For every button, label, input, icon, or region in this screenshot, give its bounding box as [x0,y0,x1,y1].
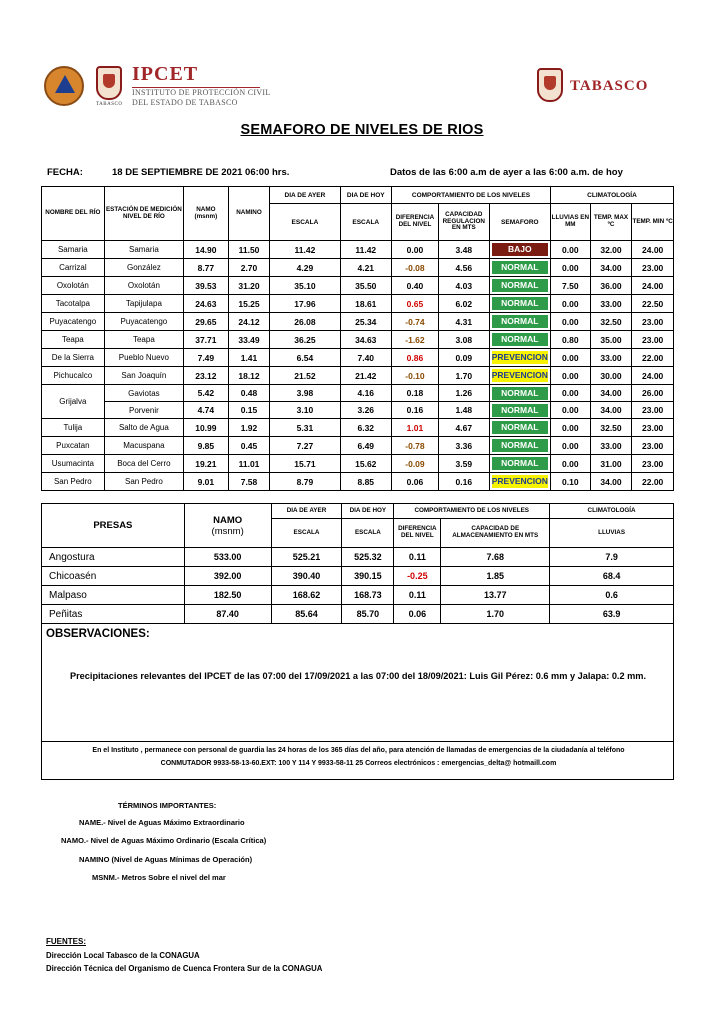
semaforo-badge: PREVENCION [491,352,548,362]
dam-escala-hoy-value: 85.70 [342,605,394,624]
namo-value: 39.53 [184,277,229,295]
namino-value: 1.92 [228,419,270,437]
river-row [42,455,674,473]
semaforo-badge: NORMAL [492,421,548,434]
diferencia-value: -1.62 [392,331,439,349]
dam-name: Malpaso [42,586,185,605]
diferencia-value: 0.65 [392,295,439,313]
lluvias-value: 0.80 [550,331,590,349]
capacidad-value: 3.36 [438,437,489,455]
observations-text: Precipitaciones relevantes del IPCET de las 07:00 del 17/09/2021 a las 07:00 del 18/09/2021: Luis Gil Pérez: 0.6 mm y Jalapa: 0.2 mm. [69,671,647,681]
header-estacion: ESTACIÓN DE MEDICIÓN NIVEL DE RÍO [104,187,183,241]
escala-ayer-value: 26.08 [270,313,340,331]
escala-ayer-value: 7.27 [270,437,340,455]
semaforo-badge: NORMAL [492,297,548,310]
state-crest-icon [537,68,563,102]
header-presa-dia-ayer: DIA DE AYER [271,504,342,519]
dam-lluvias-value: 68.4 [550,567,674,586]
semaforo-cell [489,437,550,455]
temp-max-value: 33.00 [590,295,632,313]
semaforo-cell [489,295,550,313]
capacidad-value: 3.59 [438,455,489,473]
capacidad-value: 4.03 [438,277,489,295]
temp-min-value: 23.00 [632,331,674,349]
org-short-name: IPCET [132,63,199,85]
diferencia-value: 0.00 [392,241,439,259]
namo-value: 37.71 [184,331,229,349]
escala-ayer-value: 4.29 [270,259,340,277]
river-row [42,402,674,419]
escala-hoy-value: 7.40 [340,349,392,367]
river-name: Oxolotán [42,277,105,295]
namo-value: 5.42 [184,385,229,402]
page-title: SEMAFORO DE NIVELES DE RIOS [240,122,484,138]
diferencia-value: 0.86 [392,349,439,367]
semaforo-badge: NORMAL [492,261,548,274]
header-dia-ayer: DIA DE AYER [270,187,340,204]
temp-min-value: 23.00 [632,455,674,473]
fecha-label: FECHA: [47,167,83,178]
header-presa-escala-hoy: ESCALA [342,519,394,548]
institute-note-line1: En el Instituto , permanece con personal de guardia las 24 horas de los 365 días del año, para atención de llamadas de emergencias de la ciudadanía al teléfono [92,747,625,754]
semaforo-badge: BAJO [492,243,548,256]
lluvias-value: 0.00 [550,349,590,367]
escala-ayer-value: 3.98 [270,385,340,402]
rivers-table [41,186,674,491]
river-row [42,419,674,437]
dam-escala-ayer-value: 390.40 [271,567,342,586]
header-presa-comportamiento: COMPORTAMIENTO DE LOS NIVELES [394,504,550,519]
escala-hoy-value: 4.16 [340,385,392,402]
diferencia-value: 1.01 [392,419,439,437]
dam-escala-hoy-value: 525.32 [342,548,394,567]
river-name: Tacotalpa [42,295,105,313]
station-name: Macuspana [104,437,183,455]
semaforo-badge: PREVENCION [491,476,548,486]
dam-name: Angostura [42,548,185,567]
namino-value: 33.49 [228,331,270,349]
temp-max-value: 32.00 [590,241,632,259]
document-header [40,62,680,112]
source-item: Dirección Local Tabasco de la CONAGUA [46,951,200,960]
escala-hoy-value: 21.42 [340,367,392,385]
temp-min-value: 22.00 [632,349,674,367]
header-presa-diferencia: DIFERENCIA DEL NIVEL [394,519,441,548]
dam-escala-ayer-value: 525.21 [271,548,342,567]
station-name: Puyacatengo [104,313,183,331]
river-row [42,473,674,491]
station-name: Oxolotán [104,277,183,295]
temp-min-value: 23.00 [632,313,674,331]
station-name: Porvenir [104,402,183,419]
namo-value: 19.21 [184,455,229,473]
river-name: Pichucalco [42,367,105,385]
dam-row [42,567,674,586]
river-row [42,385,674,402]
header-diferencia: DIFERENCIA DEL NIVEL [392,204,439,241]
term-namo: NAMO.- Nivel de Aguas Máximo Ordinario (Escala Crítica) [61,836,267,845]
temp-max-value: 31.00 [590,455,632,473]
term-name: NAME.- Nivel de Aguas Máximo Extraordinario [79,818,245,827]
semaforo-cell [489,419,550,437]
river-row [42,277,674,295]
temp-max-value: 34.00 [590,473,632,491]
terms-title: TÉRMINOS IMPORTANTES: [118,801,217,810]
org-name-line2: DEL ESTADO DE TABASCO [132,98,238,107]
dams-table [41,503,674,624]
header-nombre-rio: NOMBRE DEL RÍO [42,187,105,241]
lluvias-value: 0.00 [550,295,590,313]
capacidad-value: 3.08 [438,331,489,349]
header-namino: NAMINO [228,187,270,241]
temp-min-value: 23.00 [632,402,674,419]
capacidad-value: 1.26 [438,385,489,402]
station-name: González [104,259,183,277]
semaforo-cell [489,313,550,331]
temp-max-value: 33.00 [590,437,632,455]
semaforo-cell [489,349,550,367]
temp-min-value: 24.00 [632,277,674,295]
escala-hoy-value: 35.50 [340,277,392,295]
header-comportamiento: COMPORTAMIENTO DE LOS NIVELES [392,187,551,204]
escala-hoy-value: 3.26 [340,402,392,419]
river-name: San Pedro [42,473,105,491]
escala-hoy-value: 8.85 [340,473,392,491]
semaforo-cell [489,331,550,349]
dam-capacidad-value: 1.85 [441,567,550,586]
dam-lluvias-value: 7.9 [550,548,674,567]
namo-value: 29.65 [184,313,229,331]
temp-max-value: 35.00 [590,331,632,349]
fecha-value: 18 DE SEPTIEMBRE DE 2021 06:00 hrs. [112,167,290,178]
river-row [42,241,674,259]
escala-hoy-value: 11.42 [340,241,392,259]
namino-value: 0.45 [228,437,270,455]
temp-min-value: 23.00 [632,437,674,455]
namo-value: 10.99 [184,419,229,437]
semaforo-badge: NORMAL [492,404,548,417]
term-namino: NAMINO (Nivel de Aguas Mínimas de Operación) [79,855,253,864]
temp-max-value: 34.00 [590,402,632,419]
lluvias-value: 7.50 [550,277,590,295]
header-presas: PRESAS [42,504,185,548]
namo-value: 14.90 [184,241,229,259]
lluvias-value: 0.00 [550,385,590,402]
dam-escala-hoy-value: 168.73 [342,586,394,605]
header-namo-presa [184,504,271,548]
institute-note-line2: CONMUTADOR 9933-58-13-60.EXT: 100 Y 114 Y 9933-58-11 25 Correos electrónicos : emergencias_delta@ hotmaill.com [160,760,557,767]
river-row [42,331,674,349]
river-name: Puyacatengo [42,313,105,331]
semaforo-cell [489,241,550,259]
station-name: Boca del Cerro [104,455,183,473]
temp-min-value: 24.00 [632,367,674,385]
diferencia-value: -0.10 [392,367,439,385]
dam-diferencia-value: 0.11 [394,586,441,605]
temp-min-value: 22.00 [632,473,674,491]
diferencia-value: -0.78 [392,437,439,455]
temp-min-value: 22.50 [632,295,674,313]
dam-diferencia-value: 0.06 [394,605,441,624]
capacidad-value: 0.16 [438,473,489,491]
header-lluvias: LLUVIAS EN MM [550,204,590,241]
namo-value: 23.12 [184,367,229,385]
escala-hoy-value: 15.62 [340,455,392,473]
station-name: Teapa [104,331,183,349]
river-name: Puxcatan [42,437,105,455]
station-name: Gaviotas [104,385,183,402]
temp-min-value: 26.00 [632,385,674,402]
observations-divider [42,741,673,742]
semaforo-badge: PREVENCION [491,370,548,380]
dam-escala-ayer-value: 168.62 [271,586,342,605]
lluvias-value: 0.00 [550,419,590,437]
diferencia-value: -0.08 [392,259,439,277]
namino-value: 7.58 [228,473,270,491]
dam-diferencia-value: 0.11 [394,548,441,567]
lluvias-value: 0.00 [550,455,590,473]
header-semaforo: SEMAFORO [489,204,550,241]
dam-diferencia-value: -0.25 [394,567,441,586]
capacidad-value: 1.70 [438,367,489,385]
namino-value: 24.12 [228,313,270,331]
dam-namo-value: 533.00 [184,548,271,567]
namino-value: 11.50 [228,241,270,259]
river-row [42,313,674,331]
semaforo-badge: NORMAL [492,439,548,452]
lluvias-value: 0.10 [550,473,590,491]
header-temp-max: TEMP. MAX ºC [590,204,632,241]
dam-lluvias-value: 63.9 [550,605,674,624]
semaforo-cell [489,259,550,277]
semaforo-cell [489,277,550,295]
station-name: San Pedro [104,473,183,491]
dam-namo-value: 182.50 [184,586,271,605]
temp-min-value: 24.00 [632,241,674,259]
header-capacidad: CAPACIDAD REGULACION EN MTS [438,204,489,241]
dam-row [42,605,674,624]
semaforo-badge: NORMAL [492,333,548,346]
org-name-line1: INSTITUTO DE PROTECCIÓN CIVIL [132,88,271,97]
escala-ayer-value: 6.54 [270,349,340,367]
state-name: TABASCO [570,78,649,94]
semaforo-badge: NORMAL [492,457,548,470]
observations-box [41,624,674,780]
escala-ayer-value: 5.31 [270,419,340,437]
header-presa-capacidad: CAPACIDAD DE ALMACENAMIENTO EN MTS [441,519,550,548]
temp-min-value: 23.00 [632,259,674,277]
diferencia-value: -0.74 [392,313,439,331]
river-row [42,259,674,277]
river-name: Samaria [42,241,105,259]
tabasco-crest-icon [96,66,122,100]
lluvias-value: 0.00 [550,259,590,277]
escala-hoy-value: 6.32 [340,419,392,437]
semaforo-badge: NORMAL [492,387,548,400]
data-period-note: Datos de las 6:00 a.m de ayer a las 6:00 a.m. de hoy [390,167,623,178]
temp-max-value: 34.00 [590,259,632,277]
namo-value: 9.01 [184,473,229,491]
namo-value: 24.63 [184,295,229,313]
escala-ayer-value: 36.25 [270,331,340,349]
namo-value: 7.49 [184,349,229,367]
river-name: Usumacinta [42,455,105,473]
header-presa-escala-ayer: ESCALA [271,519,342,548]
capacidad-value: 6.02 [438,295,489,313]
escala-hoy-value: 4.21 [340,259,392,277]
escala-hoy-value: 34.63 [340,331,392,349]
header-presa-dia-hoy: DIA DE HOY [342,504,394,519]
river-name: Grijalva [42,385,105,419]
station-name: Tapijulapa [104,295,183,313]
river-name: Teapa [42,331,105,349]
namo-value: 9.85 [184,437,229,455]
river-name: Tulija [42,419,105,437]
header-namo: NAMO (msnm) [184,187,229,241]
capacidad-value: 4.31 [438,313,489,331]
semaforo-cell [489,402,550,419]
lluvias-value: 0.00 [550,437,590,455]
escala-ayer-value: 11.42 [270,241,340,259]
observations-title: OBSERVACIONES: [46,628,150,640]
header-escala-ayer: ESCALA [270,204,340,241]
escala-ayer-value: 21.52 [270,367,340,385]
capacidad-value: 4.67 [438,419,489,437]
temp-max-value: 32.50 [590,419,632,437]
diferencia-value: -0.09 [392,455,439,473]
header-presa-climatologia: CLIMATOLOGÍA [550,504,674,519]
namino-value: 31.20 [228,277,270,295]
header-namo-presa-label: NAMO [213,514,243,526]
capacidad-value: 0.09 [438,349,489,367]
dam-name: Peñitas [42,605,185,624]
semaforo-cell [489,473,550,491]
river-row [42,295,674,313]
river-row [42,367,674,385]
river-row [42,349,674,367]
temp-max-value: 32.50 [590,313,632,331]
namino-value: 11.01 [228,455,270,473]
source-item: Dirección Técnica del Organismo de Cuenca Frontera Sur de la CONAGUA [46,964,323,973]
lluvias-value: 0.00 [550,241,590,259]
semaforo-badge: NORMAL [492,315,548,328]
semaforo-cell [489,455,550,473]
dam-capacidad-value: 1.70 [441,605,550,624]
capacidad-value: 1.48 [438,402,489,419]
dam-escala-hoy-value: 390.15 [342,567,394,586]
namo-value: 8.77 [184,259,229,277]
dam-capacidad-value: 7.68 [441,548,550,567]
dam-namo-value: 87.40 [184,605,271,624]
namino-value: 15.25 [228,295,270,313]
term-msnm: MSNM.- Metros Sobre el nivel del mar [92,873,226,882]
escala-ayer-value: 3.10 [270,402,340,419]
namino-value: 1.41 [228,349,270,367]
sources-title: FUENTES: [46,937,86,946]
namino-value: 0.15 [228,402,270,419]
temp-max-value: 33.00 [590,349,632,367]
dam-namo-value: 392.00 [184,567,271,586]
station-name: Pueblo Nuevo [104,349,183,367]
station-name: Salto de Agua [104,419,183,437]
civil-protection-logo-icon [44,66,84,106]
lluvias-value: 0.00 [550,313,590,331]
header-escala-hoy: ESCALA [340,204,392,241]
escala-ayer-value: 15.71 [270,455,340,473]
header-temp-min: TEMP. MIN ºC [632,204,674,241]
namino-value: 18.12 [228,367,270,385]
header-namo-presa-unit: (msnm) [211,525,244,537]
dam-row [42,586,674,605]
temp-min-value: 23.00 [632,419,674,437]
temp-max-value: 36.00 [590,277,632,295]
diferencia-value: 0.06 [392,473,439,491]
capacidad-value: 3.48 [438,241,489,259]
escala-ayer-value: 17.96 [270,295,340,313]
dam-name: Chicoasén [42,567,185,586]
header-dia-hoy: DIA DE HOY [340,187,392,204]
diferencia-value: 0.16 [392,402,439,419]
semaforo-badge: NORMAL [492,279,548,292]
escala-ayer-value: 35.10 [270,277,340,295]
namino-value: 0.48 [228,385,270,402]
escala-ayer-value: 8.79 [270,473,340,491]
dam-escala-ayer-value: 85.64 [271,605,342,624]
crest-label: TABASCO [96,102,123,107]
temp-max-value: 30.00 [590,367,632,385]
namino-value: 2.70 [228,259,270,277]
lluvias-value: 0.00 [550,402,590,419]
temp-max-value: 34.00 [590,385,632,402]
river-name: De la Sierra [42,349,105,367]
station-name: Samaria [104,241,183,259]
semaforo-cell [489,385,550,402]
river-row [42,437,674,455]
river-name: Carrizal [42,259,105,277]
dam-row [42,548,674,567]
dam-lluvias-value: 0.6 [550,586,674,605]
escala-hoy-value: 6.49 [340,437,392,455]
escala-hoy-value: 25.34 [340,313,392,331]
header-climatologia: CLIMATOLOGÍA [550,187,673,204]
header-presa-lluvias: LLUVIAS [550,519,674,548]
diferencia-value: 0.18 [392,385,439,402]
escala-hoy-value: 18.61 [340,295,392,313]
namo-value: 4.74 [184,402,229,419]
station-name: San Joaquín [104,367,183,385]
lluvias-value: 0.00 [550,367,590,385]
semaforo-cell [489,367,550,385]
dam-capacidad-value: 13.77 [441,586,550,605]
capacidad-value: 4.56 [438,259,489,277]
diferencia-value: 0.40 [392,277,439,295]
